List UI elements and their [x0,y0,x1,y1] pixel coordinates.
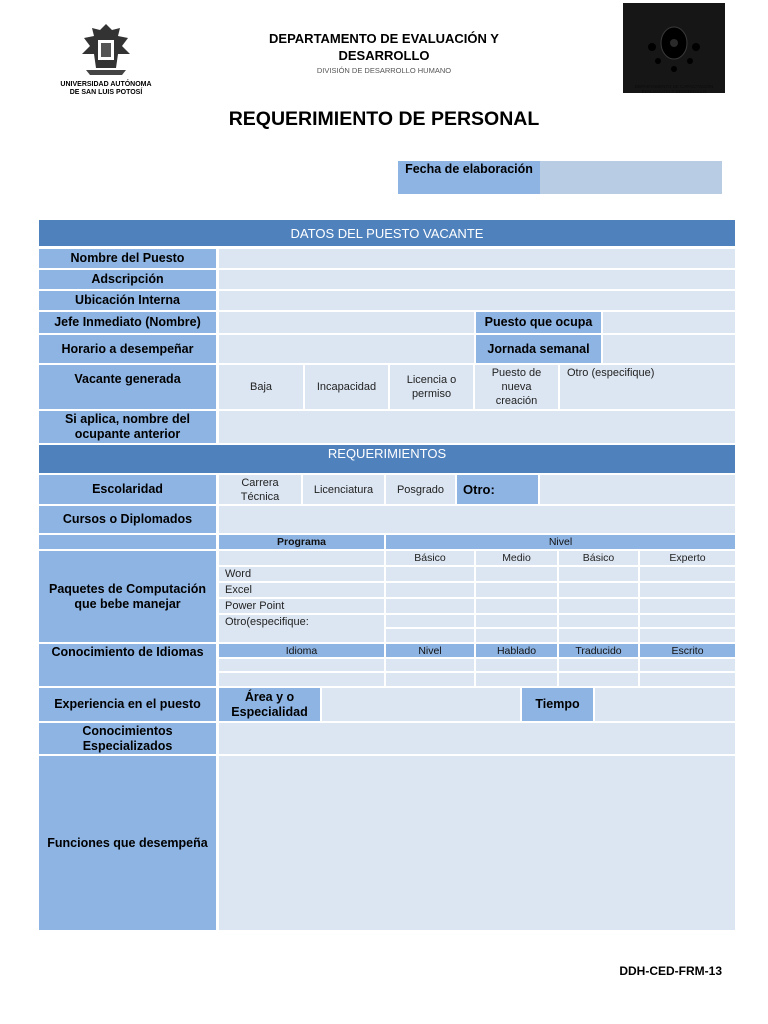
university-logo [50,20,162,96]
idioma-col-header: Idioma [219,644,384,657]
department-title: DEPARTAMENTO DE EVALUACIÓN Y DESARROLLO [269,31,499,63]
form-code: DDH-CED-FRM-13 [619,964,722,978]
traducido-col-header: Traducido [559,644,638,657]
paquetes-header-spacer [39,535,216,549]
form-title: REQUERIMIENTO DE PERSONAL [228,108,540,130]
escolaridad-label: Escolaridad [39,475,216,504]
cursos-label: Cursos o Diplomados [39,506,216,533]
grid-divider [638,551,640,642]
nombre-puesto-field[interactable] [219,249,735,268]
grid-divider [557,551,559,642]
idioma-row-1[interactable] [219,659,735,671]
nivel-header: Nivel [386,535,735,549]
vacante-label [39,365,216,409]
otro-nivel-cells[interactable] [386,615,735,627]
vacante-option-nueva-creacion[interactable]: Puesto de nueva creación [475,365,558,409]
fecha-input[interactable] [540,161,722,194]
nivel-medio: Medio [476,551,557,565]
tiempo-label: Tiempo [522,688,593,721]
adscripcion-label: Adscripción [39,270,216,289]
section-datos-header: DATOS DEL PUESTO VACANTE [39,220,735,246]
grid-divider [474,551,476,642]
section-requerimientos-header [39,445,735,473]
vacante-option-otro[interactable]: Otro (especifique) [560,365,735,409]
ocupante-anterior-label: Si aplica, nombre del ocupante anterior [39,411,216,443]
nivel-col-header: Nivel [386,644,474,657]
programa-otro: Otro(especifique: [219,615,384,642]
funciones-field[interactable] [219,756,735,930]
vacante-option-licencia[interactable]: Licencia o permiso [390,365,473,409]
department-logo [623,3,725,93]
excel-nivel-cells[interactable] [386,583,735,597]
jornada-field[interactable] [603,335,735,363]
escolaridad-otro-label: Otro: [457,475,538,504]
nivel-basico-2: Básico [559,551,638,565]
department-emblem-icon [623,3,725,79]
programa-header-cell [219,551,384,565]
powerpoint-nivel-cells[interactable] [386,599,735,613]
idioma-row-2[interactable] [219,673,735,686]
programa-excel: Excel [219,583,384,597]
programa-word: Word [219,567,384,581]
hablado-col-header: Hablado [476,644,557,657]
area-field[interactable] [322,688,520,721]
programa-powerpoint: Power Point [219,599,384,613]
conocimientos-field[interactable] [219,723,735,754]
escolaridad-option-carrera[interactable]: Carrera Técnica [219,475,301,504]
idiomas-label [39,644,216,686]
adscripcion-field[interactable] [219,270,735,289]
vacante-label-text: Vacante generada [74,372,181,386]
fecha-label [398,161,540,194]
section-requerimientos-title: REQUERIMIENTOS [327,446,447,461]
grid-divider [638,659,640,686]
horario-field[interactable] [219,335,474,363]
ubicacion-label: Ubicación Interna [39,291,216,310]
funciones-label: Funciones que desempeña [39,756,216,930]
grid-divider [474,659,476,686]
escolaridad-option-posgrado[interactable]: Posgrado [386,475,455,504]
jefe-label: Jefe Inmediato (Nombre) [39,312,216,333]
area-label: Área y o Especialidad [219,688,320,721]
puesto-ocupa-label: Puesto que ocupa [476,312,601,333]
horario-label: Horario a desempeñar [39,335,216,363]
experiencia-label: Experiencia en el puesto [39,688,216,721]
cursos-field[interactable] [219,506,735,533]
escrito-col-header: Escrito [640,644,735,657]
nombre-puesto-label: Nombre del Puesto [39,249,216,268]
jornada-label: Jornada semanal [476,335,601,363]
division-subtitle: DIVISIÓN DE DESARROLLO HUMANO [316,66,452,75]
fecha-label-text: Fecha de elaboración [405,162,533,176]
grid-divider [384,659,386,686]
vacante-option-incapacidad[interactable]: Incapacidad [305,365,388,409]
idiomas-label-text: Conocimiento de Idiomas [51,645,204,659]
puesto-ocupa-field[interactable] [603,312,735,333]
university-name: UNIVERSIDAD AUTÓNOMA DE SAN LUIS POTOSÍ [60,81,152,96]
university-crest-icon [50,20,162,76]
otro-nivel-cells-2[interactable] [386,629,735,642]
grid-divider [557,659,559,686]
escolaridad-otro-field[interactable] [540,475,735,504]
vacante-option-baja[interactable]: Baja [219,365,303,409]
paquetes-label: Paquetes de Computación que bebe manejar [39,551,216,642]
conocimientos-label: Conocimientos Especializados [39,723,216,754]
escolaridad-option-licenciatura[interactable]: Licenciatura [303,475,384,504]
nivel-basico-1: Básico [386,551,474,565]
tiempo-field[interactable] [595,688,735,721]
word-nivel-cells[interactable] [386,567,735,581]
ubicacion-field[interactable] [219,291,735,310]
programa-header: Programa [219,535,384,549]
nivel-experto: Experto [640,551,735,565]
department-logo-text: DEPARTAMENTO DE CAPACITACIÓN EVALUACIÓN Y DESARROLLO [634,84,714,94]
ocupante-anterior-field[interactable] [219,411,735,443]
jefe-field[interactable] [219,312,474,333]
